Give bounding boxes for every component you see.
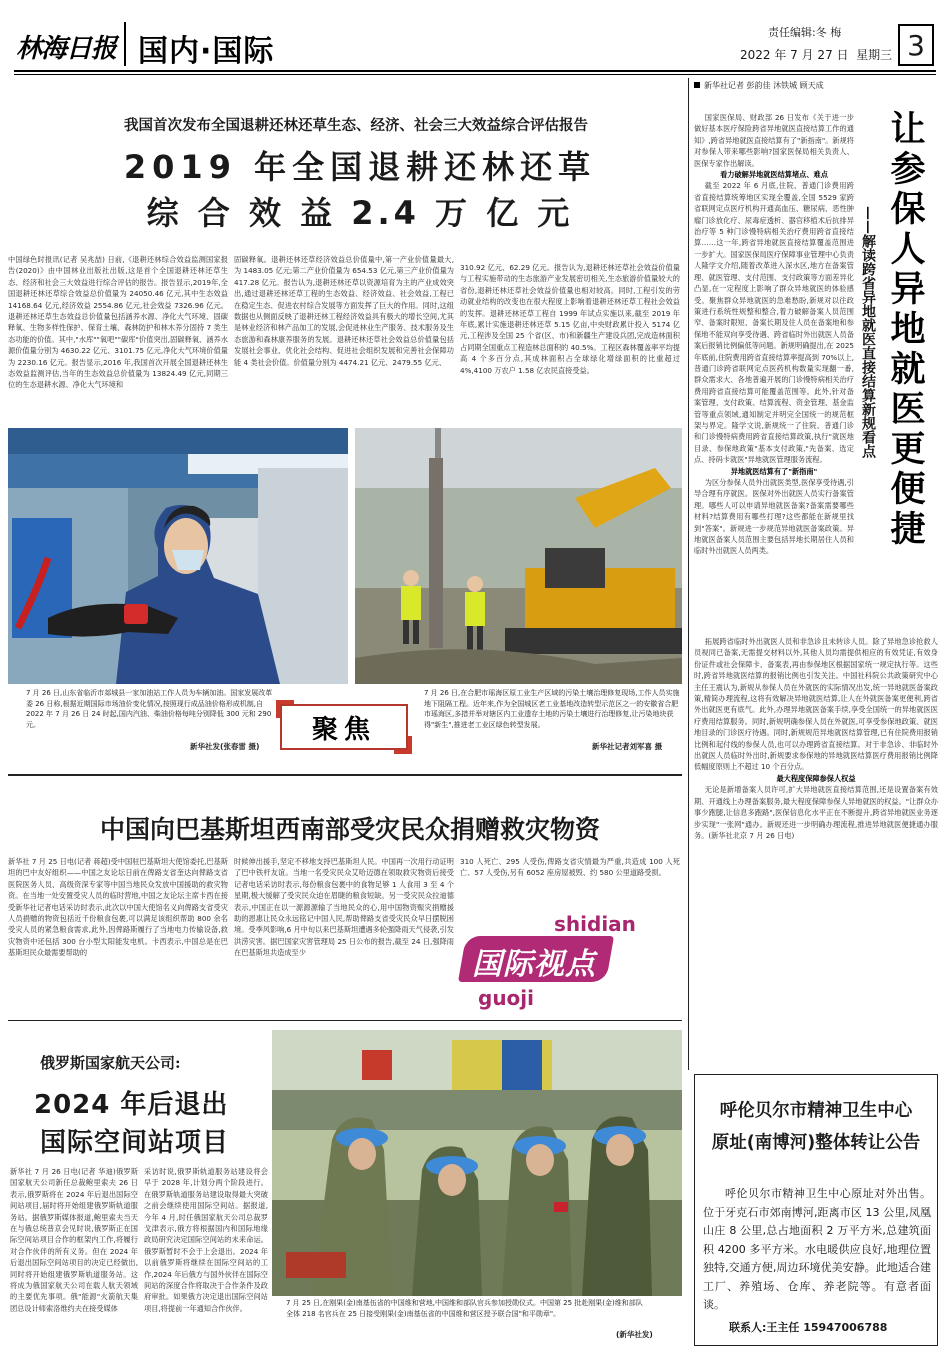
masthead-rule [14,70,936,72]
soil-remediation-photo [355,428,682,684]
article4-headline [880,110,936,550]
article4-paragraph: 无论是新增备案人员许可,扩大异地就医直接结算范围,还是设置备案有效期、开通线上办理备案服务,最大程度保障参保人异地就医的权益。"让群众办事少跑腿,让信息多跑路",医保信息化水平正在不断提升,跨省异地就医业务逐步实现"一张网"通办。新规还进一步明确办理流程,推进异地就医便捷通办服务。(新华社北京 7 月 26 日电) [694,785,938,840]
article4-subhead: 异地就医结算有了"新指南" [730,466,818,476]
intl-view-label: 国际视点 [472,947,596,982]
notice-title-line1: 呼伦贝尔市精神卫生中心 [719,1101,913,1121]
headline-char: 捷 [890,510,926,550]
headline-char: 异 [890,270,926,310]
article4-subtitle: ——解读跨省异地就医直接结算新规看点 [860,206,876,458]
section-divider-2 [8,1020,682,1021]
article2-headline: 中国向巴基斯坦西南部受灾民众捐赠救灾物资 [99,815,600,844]
focus-label-corner-br [394,736,412,754]
section-title: 国内·国际 [138,34,275,69]
page-number: 3 [907,28,925,62]
soil-remediation-caption: 7 月 26 日,在合肥市瑶海区原工业生产区域的污染土壤治理修复现场,工作人员实施地下阻隔工程。近年来,作为全国城区老工业基地改造转型示范区之一的安徽省合肥市瑶海区,多措并举对辖区内工业遗存土地的污染土壤进行治理修复,让污染地块获得"新生",推进老工业区绿色转型发展。 [424,689,680,729]
date-line [740,46,892,63]
weekday: 星期三 [856,48,893,62]
gas-station-photo [8,428,348,684]
article4-byline [694,80,874,92]
headline-char: 医 [890,390,926,430]
article3-kicker: 俄罗斯国家航天公司: [40,1054,181,1072]
notice-box [694,1074,938,1346]
headline-char: 就 [890,350,926,390]
peacekeeper-caption: 7 月 25 日,在刚果(金)南基伍省的中国维和营地,中国维和部队官兵参加授勋仪式。中国第 25 批赴刚果(金)维和部队全体 218 名官兵在 25 日接受刚果(金)南基伍省的中国维和营区授予联合国"和平勋章"。 [286,1299,643,1318]
paper-name: 林海日报 [16,34,117,64]
headline-char: 让 [890,110,926,150]
notice-body: 呼伦贝尔市精神卫生中心原址对外出售。位于牙克石市郊南博河,距离市区 13 公里,凤凰山庄 8 公里,总占地面积 2 万平方米,总建筑面积 4200 多平方米。水电暖供应良好,地理位置独特,交通方便,周边环境优美安静。此地适合建工厂、养殖场、仓库、养老院等。有意者面谈。 [703,1187,931,1311]
focus-label-corner-tl [276,700,294,718]
byline-square-icon [694,82,700,88]
focus-label: 聚焦 [311,714,376,745]
page-number-box [898,24,934,66]
article3-headline-line1: 2024 年后退出 [34,1090,229,1120]
soil-remediation-credit: 新华社记者刘军喜 摄 [592,742,663,751]
article1-column-3: 310.92 亿元、62.29 亿元。报告认为,退耕还林还草社会效益价值量与工程实施带动的生态旅游产业发展密切相关,生态旅游价值量较大的省份,退耕还林还草社会效益价值量也相对较高。同时,工程引发的劳动就业结构的改变也在很大程度上影响着退耕还林还草工程社会效益的发挥。退耕还林还草工程自 1999 年试点实施以来,截至 2019 年年底,累计实施退耕还林还草 5.15 亿亩,中央财政累计投入 5174 亿元,工程涉及全国 25 个省(区、市)和新疆生产建设兵团,完成造林面积占同期全国重点工程造林总面积的 40.5%。工程区森林覆盖率平均提高 4 个多百分点,其成林面积占全球绿化增绿面积的比重超过 4%,4100 万农户 1.58 亿农民直接受益。 [460,263,680,375]
article1-column-2: 固碳释氧。退耕还林还草经济效益总价值量中,第一产业价值量最大,为 1483.05 亿元;第二产业价值量为 654.53 亿元,第三产业价值量为 417.28 亿元。报告认为,退耕还林还草以资源培育为主的产业成效突出,通过退耕还林还草工程的生态效益、经济效益、社会效益,工程已在稳定生态、促进农村综合发展等方面发挥了巨大的作用。同时,这组数据也从侧面反映了退耕还林工程经济效益具有极大的增长空间,尤其是林业经济和林产品加工的发展,会促进林业生产服务、技术服务及生态旅游和森林康养服务的发展。退耕还林还草社会效益总价值量包括发展社会事业、优化社会结构、促进社会组织发展和完善社会保障功能 4 类社会价值。价值量分别为 4474.21 亿元、2479.55 亿元、 [234,255,454,367]
gas-station-credit: 新华社发(张春雷 摄) [190,742,260,751]
article4-paragraph: 拓展跨省临时外出就医人员和非急诊且未转诊人员。除了异地急诊抢救人员视同已备案,无需提交材料以外,其他人员均需提供相应的有效凭证,有效身份证件或社会保障卡、备案表,再由参保地区根据国家统一规定执行等。这些时,跨省异地就医结算的报销比例也引发关注。中国社科院公共政策研究中心主任王震认为,新规从参保人员在外就医的实际情况出发,统一异地就医备案政策,精简办理流程,这将有效解决异地就医结算,让人在外就医备案更便利,跨省外出就医更有底气。此外,办理异地就医备案手续,享受全国统一的异地就医医疗费用结算服务。同时,新规明确参保人员在外就医,可享受参保地政策、就医地目录的门诊医疗待遇。同时,新规规范异地就医结算管理,已有住院费用报销比例和起付线的参保人员,也可以办理跨省直接结算。对于非急诊、非临时外出就医人员临时外出时,新规要求参保地的异地就医结算医疗费用报销比例降低幅度原则上不超过 10 个百分点。 [694,637,938,772]
gas-station-caption: 7 月 26 日,山东省临沂市郯城县一家加油站工作人员为车辆加油。国家发展改革委 26 日称,根据近期国际市场油价变化情况,按照现行成品油价格形成机制,自 2022 年 7 月 26 日 24 时起,国内汽油、柴油价格每吨分别降低 300 元和 290 元。 [26,689,273,729]
right-column-divider [688,78,689,1070]
headline-char: 便 [890,470,926,510]
masthead-rule-thin [14,74,936,75]
article4-column-1 [694,112,854,632]
article4-subhead: 看力破解异地就医结算堵点、难点 [720,170,828,180]
masthead-divider [124,22,126,66]
article1-headline-line2: 综 合 效 益 2.4 万 亿 元 [146,194,574,232]
article3-column-1: 新华社 7 月 26 日电(记者 华迪)俄罗斯国家航天公司新任总裁鲍里索夫 26 日表示,俄罗斯将在 2024 年后退出国际空间站项目,届时将开始组建俄罗斯轨道服务站。据俄罗斯媒体报道,鲍里索夫当天在与俄总统普京会见时说,俄罗斯正在国际空间站项目合作的框架内工作,将履行对合作伙伴的所有义务。但在 2024 年后退出国际空间站项目的决定已经做出,同时将开始组建俄罗斯轨道服务站。这将成为俄国家航天公司在载人航天领域的主要优先事项。俄"能源"火箭航天集团总设计师索洛维约夫在接受媒体 [10,1167,138,1313]
headline-char: 参 [890,150,926,190]
editor-label: 责任编辑:冬 梅 [768,26,842,39]
article4-column-2 [694,636,938,1062]
article4-paragraph: 国家医保局、财政部 26 日发布《关于进一步做好基本医疗保险跨省异地就医直接结算工作的通知》,跨省异地就医直接结算有了"新指南"。新规将对参保人带来哪些影响?国家医保局相关负责人、医保专家作出解读。 [694,113,854,168]
article4-paragraph: 为区分参保人员外出就医类型,医保享受待遇,引导合理有序就医。医保对外出就医人员实行备案管理。哪些人可以申请异地就医备案?备案需要哪些材料?结算费用有哪些打理?这些都能在新规里找到"答案"。新规进一步规范异地就医备案政策。异地就医备案人员范围主要包括异地长期居住人员和临时外出就医人员两类。 [694,478,854,556]
peacekeeper-photo [272,1030,682,1296]
headline-char-stack [890,110,925,550]
headline-char: 更 [890,430,926,470]
article4-subhead: 最大程度保障参保人权益 [776,773,856,783]
article1-kicker: 我国首次发布全国退耕还林还草生态、经济、社会三大效益综合评估报告 [124,117,588,134]
intl-view-pinyin-bottom: guoji [478,986,535,1010]
article4-paragraph: 截至 2022 年 6 月底,住院、普通门诊费用跨省直接结算统筹地区实现全覆盖,全国 5529 家跨省联网定点医疗机构开通高血压、糖尿病、恶性肿瘤门诊放化疗、尿毒症透析、器官移植术后抗排异治疗等 5 种门诊慢特病相关治疗费用跨省直接结算……这一年,跨省异地就医直接结算覆盖范围进一步扩大。国家医保局医疗保障事业管理中心负责人隆学文介绍,随着改革进入深水区,地方在备案管理、就医管理、支付范围、支付政策等方面差异化凸显,在一定程度上影响了群众异地就医的体验感受。聚焦群众异地就医的急难愁盼,新规对以往政策进行系统性规整和整合,着力破解备案人员范围窄、备案时限短、备案长期及住人员在备案地和参保地不能双向享受待遇、跨省临时外出就医人员备案后报销比例偏低等问题。新规明确提出,在 2025 年底前,住院费用跨省直接结算率提高到 70%以上,普通门诊跨省联网定点医药机构数量实现翻一番,群众需求大、各地普遍开展的门诊慢特病相关治疗费用跨省直接结算可能覆盖范围等。此外,针对备案管理、支付政策、结算流程、资金管理、基金监管等重点领域,通知制定并明完全国统一的规范框架与界定。隆学文说,新规统一了住院、普通门诊和门诊慢特病费用跨省直接结算政策,执行"就医地目录、参保地政策"基本支付政策,"先备案、选定点、持码卡就医"异地就医管理服务流程。 [694,181,854,465]
focus-label-box [280,704,408,750]
article3-headline-line2: 国际空间站项目 [40,1128,230,1158]
article2-column-2: 时候伸出援手,坚定不移地支持巴基斯坦人民。中国再一次用行动证明了巴中铁杆友谊。当地一名受灾民众艾哈迈德在领取救灾物资后接受记者电话采访时表示,每份粮食包裹中的食物足够 1 人食用 3 至 4 个星期,极大缓解了受灾民众迫在眉睫的粮食短缺。另一受灾民众拉迪德表示,中国正在以一源源源输了当地民众的心,用中国物资赈灾捐赠援助的恩惠让民众永远铭记中国人民,帮助俾路支省受灾民众早日摆脱困境。受季风影响,6 月中旬以来巴基斯坦遭遇多轮强降雨天气侵袭,引发洪涝灾害。据巴国家灾害管理局 25 日公布的报告,截至 24 日,强降雨在巴基斯坦共造成至少 [234,857,454,958]
article2-column-3: 310 人死亡、295 人受伤,俾路支省灾情最为严重,共造成 100 人死亡、57 人受伤,另有 6052 座房屋被毁、约 580 公里道路受损。 [460,857,680,878]
article1-headline-line1: 2019 年全国退耕还林还草 [123,148,597,186]
headline-char: 人 [890,230,926,270]
masthead [0,0,950,75]
peacekeeper-credit: (新华社发) [616,1330,653,1339]
headline-char: 保 [890,190,926,230]
section-divider-1 [8,774,682,776]
issue-date: 2022 年 7 月 27 日 [740,48,849,62]
article3-column-2: 采访时说,俄罗斯轨道服务站建设将会早于 2028 年,计划分两个阶段进行。在俄罗斯轨道服务站建设取得最大突破之前会继续使用国际空间站。据报道,今年 4 月,时任俄国家航天公司总裁罗戈津表示,俄方将根据国内和国际地缘政局研究决定国际空间站的未来命运。俄罗斯暂时不会于上会退出。2024 年以前俄罗斯将继续在国际空间站的工作,2024 年后俄方与国外伙伴在国际空间站的深度合作将取决于合作条件及政府审批。如果俄方决定退出国际空间站项目,将提前一年通知合作伙伴。 [144,1167,268,1313]
article2-column-1: 新华社 7 月 25 日电(记者 蒋超)受中国驻巴基斯坦大使馆委托,巴基斯坦的巴中友好组织——中国之友论坛日前在俾路支省奎达向俾路支省医院医务人员、高级资深专家等中国当地民众发放中国援助的救灾物资。在当地一处安置受灾人员的临时营地,中国之友论坛主席卡西在接受新华社记者电话采访时表示,此次以中国大使馆名义向俾路支省受灾人员捐赠的物资包括近千份粮食包裹,可以满足该组织帮助 800 余名受灾人员的紧急粮食需求,此外,因俾路斯履行了当地电力传输设备,救灾物资中还包括 300 台小型太阳能发电机。卡西表示,中国总是在巴基斯坦民众最需要帮助的 [8,857,228,958]
notice-contact: 联系人:王主任 15947006788 [729,1321,888,1334]
intl-view-pinyin-top: shidian [554,912,636,936]
headline-char: 地 [890,310,926,350]
byline-text: 新华社记者 彭韵佳 沐铁城 顾天成 [704,81,824,90]
intl-view-badge [462,906,680,1016]
article1-column-1: 中国绿色时报讯(记者 吴兆喆) 日前,《退耕还林综合效益监测国家报告(2020)》由中国林业出版社出版,这是首个全国退耕还林还草生态、经济和社会三大效益进行综合评估的报告。报告显示,2019年,全国退耕还林还草综合效益总价值量为 24050.46 亿元,其中生态效益 14168.64 亿元,经济效益 2554.86 亿元,社会效益 7326.96 亿元。退耕还林还草生态效益总价值量包括涵养水源、净化大气环境、固碳释氧、生物多样性保护、保育土壤、森林防护和林木养分固持 7 类生态功能的价值。其中,"水库""氧吧""碳库"价值突出,固碳释氧、涵养水源价值量分别为 4630.22 亿元、3101.75 亿元,净化大气环境价值量为 2230.16 亿元。报告显示,2016 年,我国首次开展全国退耕还林生态效益监测评估,当年的生态效益总价值量为 13824.49 亿元,同期三位的生态退耕水源、净化大气环境和 [8,255,228,390]
notice-title-line2: 原址(南博河)整体转让公告 [711,1133,921,1153]
